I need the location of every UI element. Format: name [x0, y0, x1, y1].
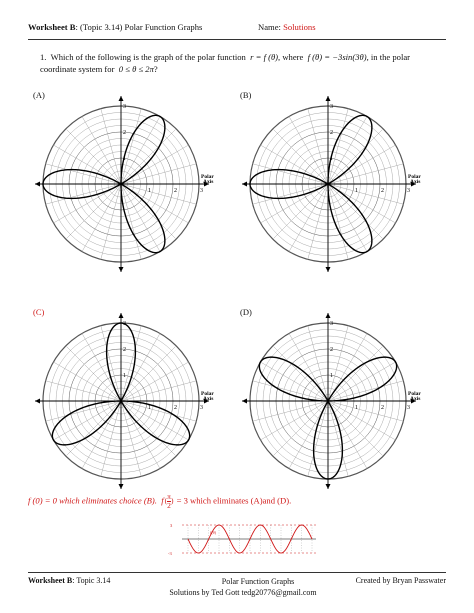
solution-text — [28, 493, 291, 510]
polar-grid-ray — [289, 116, 328, 184]
polar-grid-ray — [121, 346, 176, 401]
graph-label-c: (C) — [33, 307, 45, 317]
question-text — [40, 51, 440, 75]
y-tick-label: 2 — [330, 130, 333, 136]
arrow-left-icon — [35, 399, 40, 404]
polar-grid-ray — [66, 129, 121, 184]
x-tick-label: 1 — [148, 405, 151, 411]
y-tick-label: 2 — [123, 130, 126, 136]
math-domain: 0 ≤ θ ≤ 2π — [118, 64, 154, 74]
x-tick-label: 3 — [200, 405, 203, 411]
polar-grid-ray — [328, 346, 383, 401]
footer-left — [28, 576, 110, 585]
mini-label-bottom: -3 — [168, 551, 172, 556]
footer-center — [169, 576, 338, 598]
worksheet-title: Worksheet B — [28, 22, 76, 32]
solution-f: f — [161, 495, 164, 506]
polar-axis-label: Polar — [408, 174, 421, 180]
y-tick-label: 1 — [330, 156, 333, 162]
y-tick-label: 2 — [123, 347, 126, 353]
graph-label-a: (A) — [33, 90, 45, 100]
y-tick-label: 3 — [330, 321, 333, 327]
arrow-up-icon — [119, 313, 124, 318]
y-tick-label: 2 — [330, 347, 333, 353]
polar-grid-ray — [273, 129, 328, 184]
x-tick-label: 2 — [381, 405, 384, 411]
polar-grid-ray — [121, 362, 189, 401]
solution-part2: = 3 which eliminates (A)and (D). — [176, 495, 292, 506]
graph-label-b: (B) — [240, 90, 252, 100]
mini-sine-graph — [168, 517, 320, 562]
fraction-denominator: 2 — [167, 501, 171, 510]
polar-grid-ray — [66, 184, 121, 239]
arrow-up-icon — [326, 96, 331, 101]
footer-left-rest: : Topic 3.14 — [72, 576, 111, 585]
x-tick-label: 1 — [355, 188, 358, 194]
polar-grid-ray — [273, 346, 328, 401]
question-number: 1. — [40, 52, 47, 62]
polar-axis-label: Axis — [410, 179, 421, 185]
arrow-down-icon — [119, 484, 124, 489]
footer-left-bold: Worksheet B — [28, 576, 73, 585]
worksheet-header — [28, 22, 446, 32]
math-f-def: f (θ) = −3sin(3θ) — [307, 52, 367, 62]
y-tick-label: 3 — [123, 321, 126, 327]
x-tick-label: 3 — [407, 188, 410, 194]
polar-axis-label: Axis — [203, 179, 214, 185]
x-tick-label: 1 — [355, 405, 358, 411]
polar-grid-ray — [82, 116, 121, 184]
x-tick-label: 1 — [148, 188, 151, 194]
polar-axis-label: Axis — [203, 396, 214, 402]
name-label: Name: — [258, 22, 284, 32]
question-text-c: coordinate system for — [40, 64, 115, 74]
y-tick-label: 1 — [123, 373, 126, 379]
worksheet-topic: : (Topic 3.14) Polar Function Graphs — [75, 22, 203, 32]
x-tick-label: 2 — [174, 188, 177, 194]
y-tick-label: 3 — [330, 104, 333, 110]
polar-graph-c — [33, 313, 233, 493]
polar-graph-d — [240, 313, 440, 493]
solution-fraction: ( $\frac{\pi}{2}$ ) — [164, 492, 174, 510]
polar-axis-label: Polar — [201, 391, 214, 397]
footer-center-line1: Polar Function Graphs — [221, 577, 295, 586]
polar-grid-ray — [260, 401, 328, 440]
polar-graph-a — [33, 96, 233, 276]
polar-grid-ray — [328, 129, 383, 184]
arrow-up-icon — [326, 313, 331, 318]
header-rule — [28, 39, 446, 40]
y-tick-label: 1 — [123, 156, 126, 162]
question-text-b: , in the polar — [366, 52, 411, 62]
polar-grid-ray — [66, 346, 121, 401]
arrow-left-icon — [242, 399, 247, 404]
question-mark: ? — [153, 64, 158, 74]
footer-center-line2: Solutions by Ted Gott tedg20776@gmail.com — [169, 588, 317, 597]
x-tick-label: 3 — [200, 188, 203, 194]
polar-grid-ray — [273, 184, 328, 239]
polar-grid-ray — [66, 401, 121, 456]
name-field — [258, 22, 316, 32]
arrow-down-icon — [326, 484, 331, 489]
polar-grid-ray — [273, 401, 328, 456]
question-text-a: Which of the following is the graph of the polar function — [50, 52, 246, 62]
polar-grid-ray — [289, 184, 328, 252]
y-tick-label: 3 — [123, 104, 126, 110]
x-tick-label: 2 — [174, 405, 177, 411]
x-tick-label: 3 — [407, 405, 410, 411]
polar-grid-ray — [82, 184, 121, 252]
polar-axis-label: Polar — [201, 174, 214, 180]
polar-graph-b — [240, 96, 440, 276]
footer-rule — [28, 572, 446, 573]
polar-axis-label: Polar — [408, 391, 421, 397]
polar-grid-ray — [53, 362, 121, 401]
polar-grid-ray — [121, 129, 176, 184]
footer-right: Created by Bryan Passwater — [355, 576, 446, 585]
arrow-down-icon — [326, 267, 331, 272]
fraction-numerator: π — [167, 492, 171, 501]
polar-grid-ray — [328, 401, 396, 440]
y-tick-label: 1 — [330, 373, 333, 379]
solution-part1: f (0) = 0 which eliminates choice (B). — [28, 495, 157, 506]
arrow-left-icon — [242, 182, 247, 187]
arrow-left-icon — [35, 182, 40, 187]
name-value: Solutions — [283, 22, 316, 32]
x-tick-label: 2 — [381, 188, 384, 194]
graph-label-d: (D) — [240, 307, 252, 317]
math-r-eq: r = f (θ) — [250, 52, 279, 62]
mini-curve-label: f(θ) — [210, 530, 216, 535]
question-where: , where — [278, 52, 304, 62]
arrow-up-icon — [119, 96, 124, 101]
polar-axis-label: Axis — [410, 396, 421, 402]
arrow-down-icon — [119, 267, 124, 272]
mini-label-top: 3 — [170, 523, 173, 528]
